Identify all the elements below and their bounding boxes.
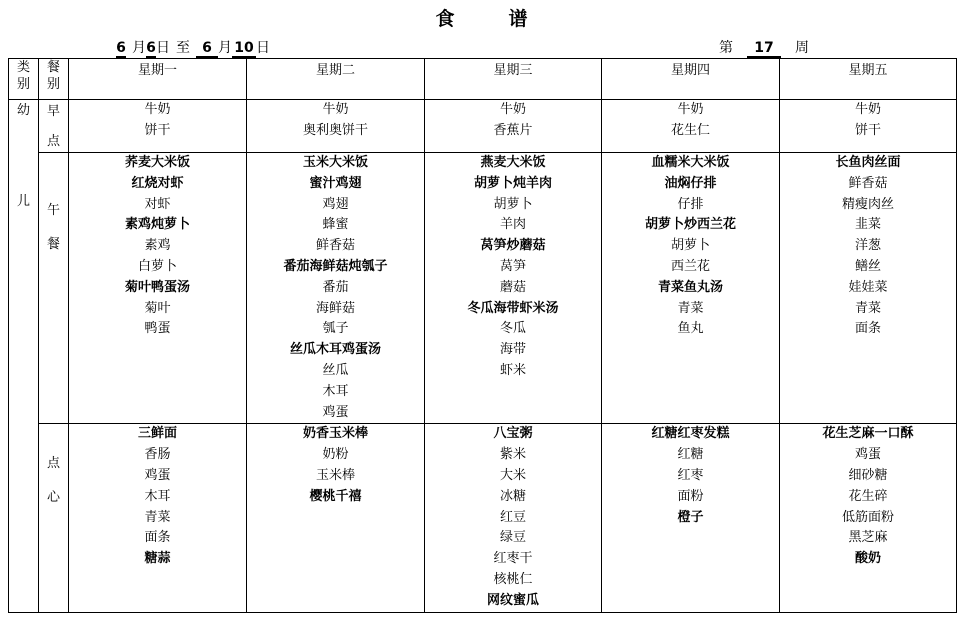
ingredient: 精瘦肉丝: [841, 196, 894, 212]
ingredient: 黑芝麻: [848, 530, 888, 546]
ingredient: 核桃仁: [493, 571, 533, 587]
ingredient: 青菜: [144, 509, 171, 525]
ingredient: 白萝卜: [137, 258, 177, 274]
dish-name: 冬瓜海带虾米汤: [467, 300, 559, 316]
category-label: 幼 儿: [9, 100, 39, 613]
ingredient: 鳝丝: [854, 258, 881, 274]
day-header-mon: 星期一: [69, 59, 247, 100]
ingredient: 瓠子: [322, 321, 349, 337]
dish-name: 三鲜面: [137, 426, 177, 442]
ingredient: 牛奶: [144, 102, 171, 117]
ingredient: 香肠: [144, 447, 171, 463]
ingredient: 蜂蜜: [322, 217, 349, 233]
ingredient: 胡萝卜: [670, 238, 710, 254]
week-number: 17: [747, 40, 781, 58]
menu-cell-wed: [425, 153, 602, 424]
day-header-thu: 星期四: [602, 59, 780, 100]
dish-name: 八宝粥: [493, 426, 533, 442]
date-range-row: [0, 37, 963, 57]
meal-label-snack: 点 心: [39, 424, 69, 612]
menu-cell-mon: [69, 424, 247, 612]
date-range: [116, 37, 270, 58]
dish-name: 糖蒜: [144, 551, 171, 567]
ingredient: 牛奶: [322, 102, 349, 117]
dish-name: 长鱼肉丝面: [835, 155, 901, 170]
ingredient: 羊肉: [499, 217, 526, 233]
dish-name: 血糯米大米饭: [651, 155, 730, 170]
ingredient: 蘑菇: [499, 279, 526, 295]
dish-name: 菊叶鸭蛋汤: [124, 279, 190, 295]
menu-cell-fri: [780, 100, 957, 153]
ingredient: 海带: [499, 342, 526, 358]
start-day: 6: [146, 40, 156, 56]
menu-cell-tue: [247, 100, 425, 153]
ingredient: 青菜: [854, 300, 881, 316]
category-header: 类 别: [9, 59, 39, 100]
menu-table: [8, 58, 957, 613]
end-month: 6: [196, 40, 218, 58]
meal-header: 餐 别: [39, 59, 69, 100]
ingredient: 细砂糖: [848, 467, 888, 483]
ingredient: 面粉: [677, 488, 704, 504]
ingredient: 玉米棒: [315, 467, 355, 483]
ingredient: 花生仁: [670, 122, 710, 138]
month-label: 月: [132, 40, 146, 56]
dish-name: 燕麦大米饭: [480, 155, 546, 170]
day-header-fri: 星期五: [780, 59, 957, 100]
ingredient: 紫米: [499, 447, 526, 463]
ingredient: 红豆: [499, 509, 526, 525]
start-month: 6: [116, 40, 126, 56]
dish-name: 红糖红枣发糕: [651, 426, 730, 442]
ingredient: 鸭蛋: [144, 321, 171, 337]
menu-cell-wed: [425, 100, 602, 153]
snack-row: [9, 424, 957, 612]
dish-name: 丝瓜木耳鸡蛋汤: [289, 342, 381, 358]
ingredient: 冰糖: [499, 488, 526, 504]
meal-label-breakfast: 早 点: [39, 100, 69, 153]
dish-name: 青菜鱼丸汤: [657, 279, 723, 295]
day-header-tue: 星期二: [247, 59, 425, 100]
ingredient: 仔排: [677, 196, 704, 212]
ingredient: 绿豆: [499, 530, 526, 546]
ingredient: 红枣干: [493, 551, 533, 567]
ingredient: 鸡蛋: [322, 404, 349, 420]
ingredient: 胡萝卜: [493, 196, 533, 212]
day-label: 日: [156, 40, 170, 56]
dish-name: 胡萝卜炖羊肉: [473, 175, 552, 191]
ingredient: 饼干: [854, 122, 881, 138]
ingredient: 红糖: [677, 447, 704, 463]
ingredient: 番茄: [322, 279, 349, 295]
ingredient: 大米: [499, 467, 526, 483]
to-label: 至: [176, 40, 190, 56]
week-suffix: 周: [795, 40, 809, 56]
day-label: 日: [256, 40, 270, 56]
header-row: [9, 59, 957, 100]
ingredient: 鲜香菇: [848, 175, 888, 191]
ingredient: 娃娃菜: [848, 279, 888, 295]
ingredient: 低筋面粉: [841, 509, 894, 525]
page-title: [0, 4, 963, 30]
dish-name: 素鸡炖萝卜: [124, 217, 190, 233]
title-char: 食: [435, 8, 455, 30]
ingredient: 鸡蛋: [854, 447, 881, 463]
dish-name: 红烧对虾: [131, 175, 184, 191]
dish-name: 酸奶: [854, 551, 881, 567]
week-prefix: 第: [719, 40, 733, 56]
dish-name: 蜜汁鸡翅: [309, 175, 362, 191]
ingredient: 牛奶: [499, 102, 526, 117]
menu-cell-mon: [69, 100, 247, 153]
meal-label-lunch: 午 餐: [39, 153, 69, 424]
ingredient: 饼干: [144, 122, 171, 138]
ingredient: 花生碎: [848, 488, 888, 504]
menu-cell-fri: [780, 153, 957, 424]
ingredient: 鲜香菇: [315, 238, 355, 254]
ingredient: 牛奶: [854, 102, 881, 117]
menu-cell-thu: [602, 100, 780, 153]
ingredient: 洋葱: [854, 238, 881, 254]
menu-cell-wed: [425, 424, 602, 612]
end-day: 10: [232, 40, 256, 58]
dish-name: 玉米大米饭: [302, 155, 368, 170]
ingredient: 青菜: [677, 300, 704, 316]
ingredient: 韭菜: [854, 217, 881, 233]
breakfast-row: [9, 100, 957, 153]
title-char: 谱: [508, 8, 528, 30]
dish-name: 花生芝麻一口酥: [822, 426, 914, 442]
ingredient: 面条: [144, 530, 171, 546]
dish-name: 油焖仔排: [664, 175, 717, 191]
menu-cell-fri: [780, 424, 957, 612]
month-label: 月: [218, 40, 232, 56]
ingredient: 木耳: [144, 488, 171, 504]
ingredient: 面条: [854, 321, 881, 337]
ingredient: 鱼丸: [677, 321, 704, 337]
ingredient: 菊叶: [144, 300, 171, 316]
ingredient: 素鸡: [144, 238, 171, 254]
ingredient: 红枣: [677, 467, 704, 483]
ingredient: 虾米: [499, 362, 526, 378]
ingredient: 冬瓜: [499, 321, 526, 337]
ingredient: 西兰花: [670, 258, 710, 274]
ingredient: 木耳: [322, 383, 349, 399]
dish-name: 荞麦大米饭: [124, 155, 190, 170]
dish-name: 网纹蜜瓜: [486, 592, 539, 608]
dish-name: 橙子: [677, 509, 704, 525]
lunch-row: [9, 153, 957, 424]
ingredient: 奥利奥饼干: [302, 122, 368, 138]
menu-cell-thu: [602, 153, 780, 424]
menu-cell-thu: [602, 424, 780, 612]
ingredient: 海鲜菇: [315, 300, 355, 316]
dish-name: 奶香玉米棒: [302, 426, 368, 442]
dish-name: 番茄海鲜菇炖瓠子: [283, 258, 388, 274]
menu-cell-mon: [69, 153, 247, 424]
day-header-wed: 星期三: [425, 59, 602, 100]
ingredient: 鸡蛋: [144, 467, 171, 483]
week-number-label: [719, 37, 809, 58]
ingredient: 鸡翅: [322, 196, 349, 212]
ingredient: 奶粉: [322, 447, 349, 463]
dish-name: 莴笋炒蘑菇: [480, 238, 546, 254]
menu-cell-tue: [247, 153, 425, 424]
ingredient: 丝瓜: [322, 362, 349, 378]
ingredient: 牛奶: [677, 102, 704, 117]
ingredient: 莴笋: [499, 258, 526, 274]
ingredient: 对虾: [144, 196, 171, 212]
ingredient: 香蕉片: [493, 122, 533, 138]
dish-name: 樱桃千禧: [309, 488, 362, 504]
dish-name: 胡萝卜炒西兰花: [644, 217, 736, 233]
menu-cell-tue: [247, 424, 425, 612]
